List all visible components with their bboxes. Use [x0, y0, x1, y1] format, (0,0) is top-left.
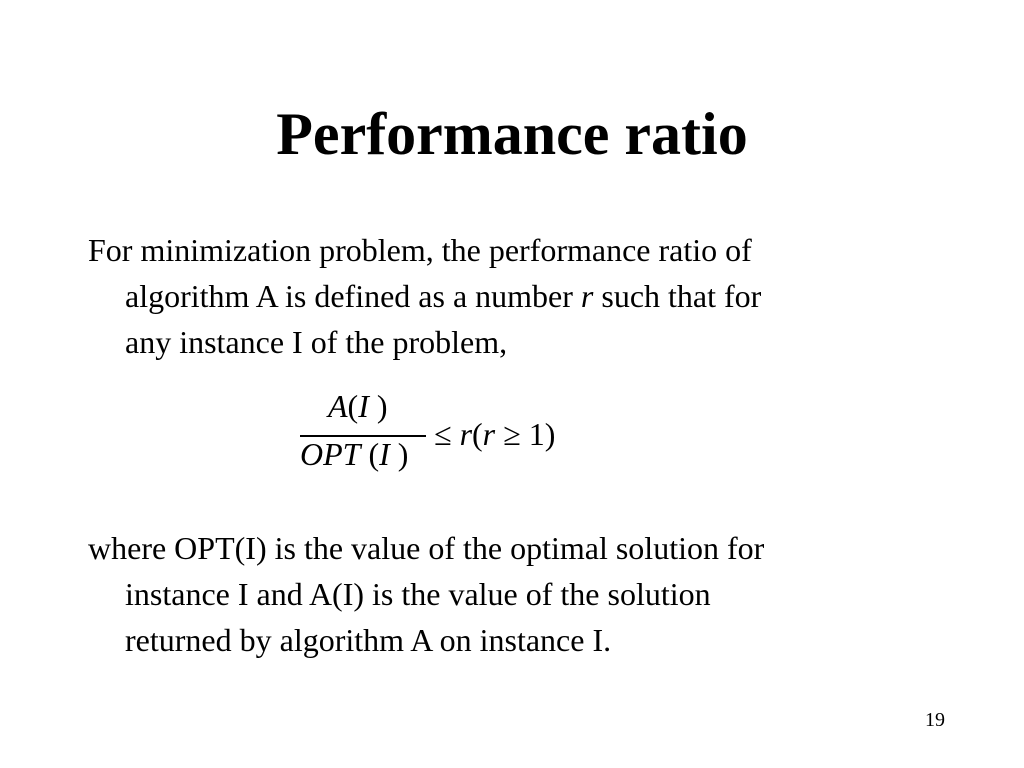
- numerator-function: A: [328, 388, 348, 424]
- slide-title: Performance ratio: [276, 101, 748, 167]
- denominator-function: OPT: [300, 436, 361, 472]
- explanation-line-3: returned by algorithm A on instance I.: [125, 622, 612, 658]
- fraction-denominator: OPT (I ): [300, 436, 409, 472]
- greater-or-equal-sign: ≥: [503, 416, 521, 452]
- definition-line-3: any instance I of the problem,: [125, 324, 508, 360]
- formula-right-hand-side: ≤ r(r ≥ 1): [434, 416, 556, 452]
- explanation-paragraph: [88, 525, 948, 663]
- page-number: 19: [925, 709, 945, 731]
- definition-line-1: For minimization problem, the performance ratio of: [88, 232, 752, 268]
- condition-value: 1: [528, 416, 545, 452]
- explanation-line-1: where OPT(I) is the value of the optimal solution for: [88, 530, 765, 566]
- less-or-equal-sign: ≤: [434, 416, 452, 452]
- fraction-numerator: A(I ): [328, 388, 388, 424]
- definition-paragraph: [88, 227, 948, 365]
- denominator-argument: I: [379, 436, 390, 472]
- definition-line-2: [88, 273, 948, 319]
- explanation-line-2: instance I and A(I) is the value of the solution: [125, 576, 711, 612]
- definition-line-2-start: algorithm A is defined as a number: [125, 278, 581, 314]
- definition-line-2-end: such that for: [593, 278, 762, 314]
- performance-ratio-formula: [296, 388, 616, 494]
- condition-variable-r: r: [482, 416, 496, 452]
- variable-r: r: [580, 278, 594, 314]
- formula-variable-r: r: [459, 416, 473, 452]
- numerator-argument: I: [358, 388, 369, 424]
